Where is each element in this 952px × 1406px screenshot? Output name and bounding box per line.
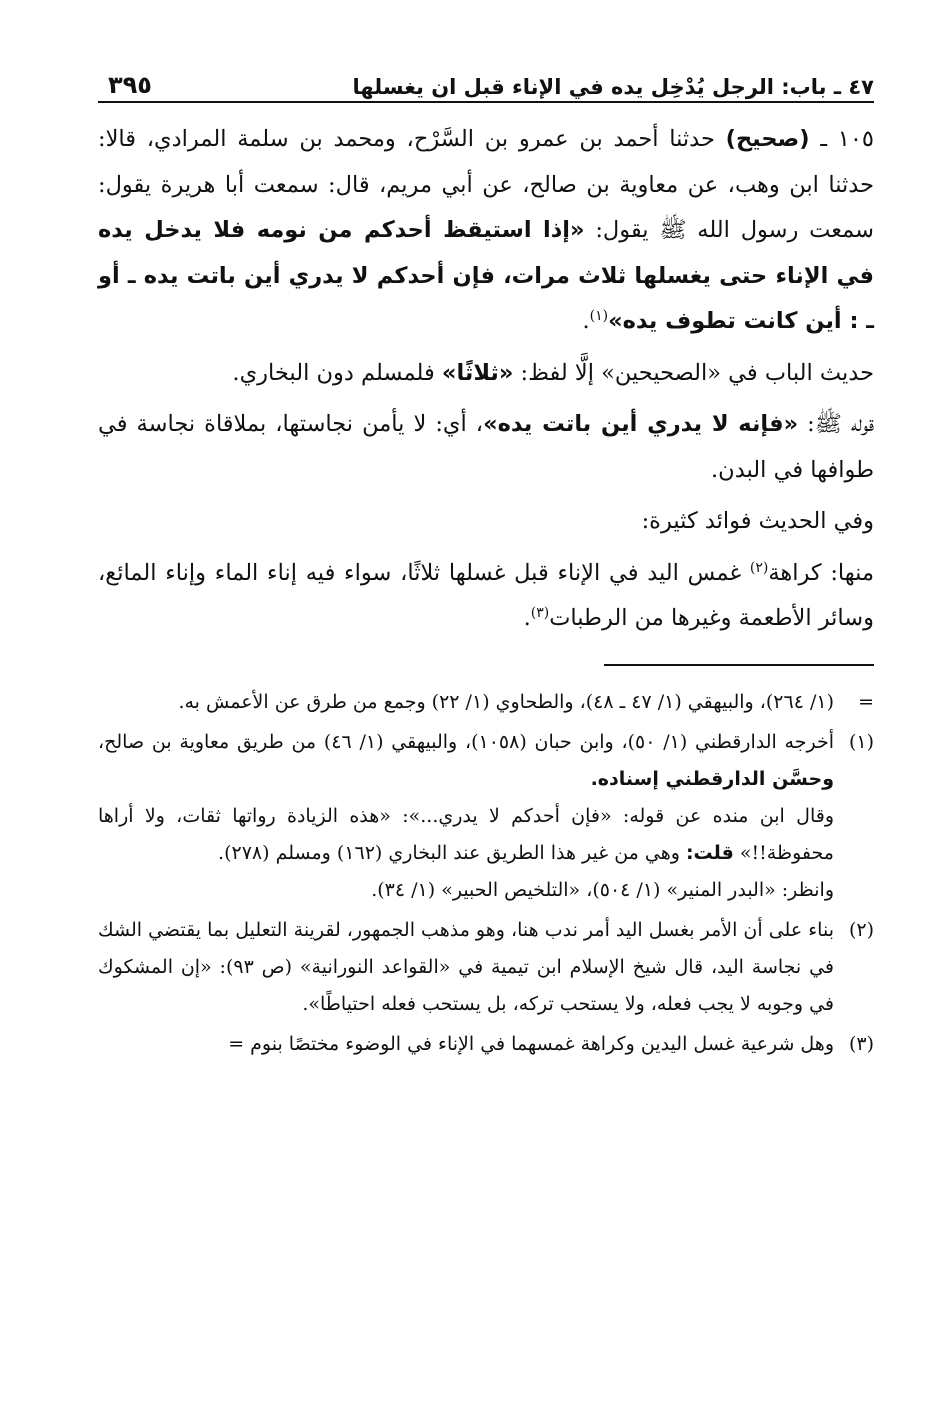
chapter-title: ٤٧ ـ باب: الرجل يُدْخِل يده في الإناء قبل ان يغسلها [352,75,874,99]
hadith-isnad: حدثنا أحمد بن عمرو بن السَّرْح، ومحمد بن سلمة المرادي، قالا: حدثنا ابن وهب، عن معاوية بن صالح، عن أبي مريم، قال: سمعت أبا هريرة يقول: سمعت رسول الله ﷺ يقول: [98,126,874,243]
footnote-mark: = [858,690,874,713]
footnote-bold: قلت: [685,841,734,864]
commentary-paragraph-3: وفي الحديث فوائد كثيرة: [641,508,874,534]
page-number: ٣٩٥ [108,71,152,99]
commentary-text: ، أي: لا يأمن نجاستها، بملاقاة نجاسة في طوافها في البدن. [98,411,874,483]
commentary-paragraph-2 [98,402,874,493]
footnote-mark: (١) [848,730,874,753]
footnote-separator [604,664,874,666]
footnote-1 [98,724,874,909]
footnotes [98,684,874,1063]
footnote-continuation [98,684,874,721]
commentary-text: حديث الباب في «الصحيحين» إلَّا لفظ: [513,359,874,386]
commentary-bold: «فإنه لا يدري أين باتت يده» [483,411,799,437]
footnote-ref-1: (١) [589,308,609,324]
footnote-ref-2: (٢) [749,559,769,576]
commentary-text: غمس اليد في الإناء قبل غسلها ثلاثًا، سواء فيه إناء الماء وإناء المائع، وسائر الأطعمة وغيرها من الرطبات [98,559,874,631]
footnote-body [98,724,834,909]
commentary-paragraph-1 [98,351,874,397]
footnote-text: أخرجه الدارقطني (١/ ٥٠)، وابن حبان (١٠٥٨)، والبيهقي (١/ ٤٦) من طريق معاوية بن صالح، [98,730,834,753]
commentary-bold: «ثلاثًا» [441,359,514,386]
footnote-bold: وحسَّن الدارقطني إسناده. [590,767,834,790]
hadith-number: ١٠٥ ـ [809,126,874,152]
commentary-text: منها: كراهة [768,559,874,586]
footnote-text: وقال ابن منده عن قوله: «فإن أحدكم لا يدري...»: «هذه الزيادة رواتها ثقات، ولا أراها محفوظة!!» [98,804,834,864]
footnote-text: وهي من غير هذا الطريق عند البخاري (١٦٢) ومسلم (٢٧٨). [218,841,686,864]
main-text [98,117,874,642]
commentary-paragraph-4 [98,551,874,642]
commentary-text: فلمسلم دون البخاري. [232,359,442,386]
footnote-body: (١/ ٢٦٤)، والبيهقي (١/ ٤٧ ـ ٤٨)، والطحاوي (١/ ٢٢) وجمع من طرق عن الأعمش به. [178,690,834,713]
footnote-mark: (٣) [848,1032,874,1055]
footnote-3 [98,1026,874,1063]
footnote-body: وهل شرعية غسل اليدين وكراهة غمسهما في الإناء في الوضوء مختصًا بنوم = [228,1032,834,1055]
footnote-ref-3: (٣) [530,605,550,621]
commentary-text: قوله ﷺ: [798,411,874,437]
book-page [98,55,874,1066]
matn-end: . [582,308,590,334]
footnote-mark: (٢) [848,918,874,941]
footnote-body: بناء على أن الأمر بغسل اليد أمر ندب هنا، وهو مذهب الجمهور، لقرينة التعليل بما يقتضي الشك في نجاسة اليد، قال شيخ الإسلام ابن تيمية في «القواعد النورانية» (ص ٩٣): «إن المشكوك في وجوبه لا يجب فعله، ولا يستحب تركه، بل يستحب فعله احتياطًا». [98,918,834,1015]
hadith-matn: «إذا استيقظ أحدكم من نومه فلا يدخل يده في الإناء حتى يغسلها ثلاث مرات، فإن أحدكم لا يدري أين باتت يده ـ أو ـ : أين كانت تطوف يده» [98,217,874,334]
running-header [98,55,874,103]
commentary-end: . [523,605,531,631]
footnote-text: وانظر: «البدر المنير» (١/ ٥٠٤)، «التلخيص الحبير» (١/ ٣٤). [371,878,834,901]
hadith-paragraph [98,117,874,345]
hadith-grade: (صحيح) [725,126,810,152]
footnote-2 [98,912,874,1023]
